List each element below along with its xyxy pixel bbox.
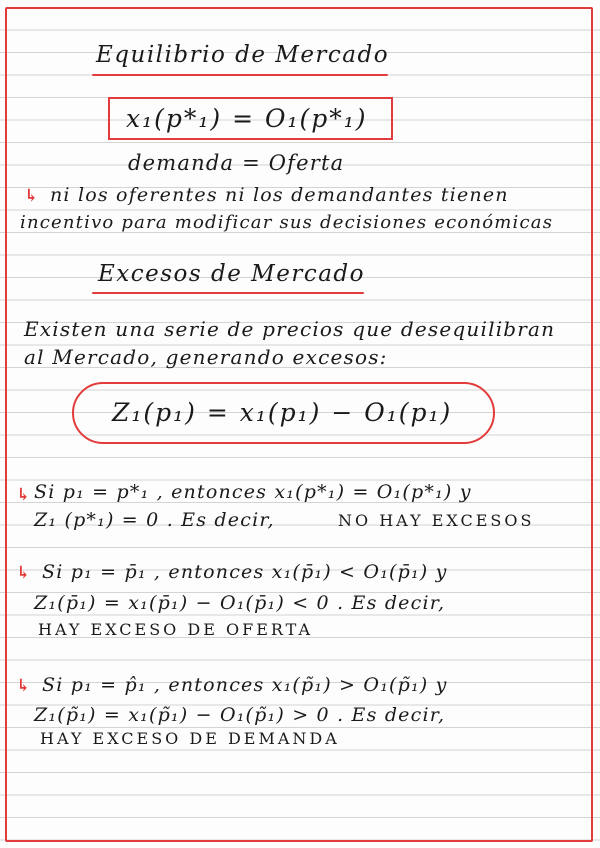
- excess-function-equation: Z₁(p₁) = x₁(p₁) − O₁(p₁): [112, 398, 453, 427]
- arrow-icon: ↳: [24, 186, 39, 206]
- case1-line-1: Si p₁ = p*₁ , entonces x₁(p*₁) = O₁(p*₁) y: [34, 481, 472, 503]
- arrow-icon: ↳: [16, 676, 31, 696]
- arrow-icon: ↳: [16, 563, 31, 583]
- title-equilibrio: Equilibrio de Mercado: [96, 42, 390, 68]
- case2-line-2: Z₁(p̄₁) = x₁(p̄₁) − O₁(p̄₁) < 0 . Es decir,: [34, 592, 446, 614]
- case3-line-2: Z₁(p̃₁) = x₁(p̃₁) − O₁(p̃₁) > 0 . Es decir,: [34, 704, 446, 726]
- equilibrium-caption: demanda = Oferta: [128, 151, 345, 175]
- note-line-2: incentivo para modificar sus decisiones económicas: [20, 212, 554, 233]
- case1-line-2: Z₁ (p*₁) = 0 . Es decir,: [34, 509, 275, 531]
- case2-conclusion: HAY EXCESO DE OFERTA: [38, 620, 313, 639]
- title-excesos: Excesos de Mercado: [98, 261, 365, 287]
- case2-line-1: Si p₁ = p̄₁ , entonces x₁(p̄₁) < O₁(p̄₁) y: [42, 561, 448, 583]
- intro-line-2: al Mercado, generando excesos:: [24, 345, 388, 369]
- case1-conclusion: NO HAY EXCESOS: [338, 511, 535, 530]
- equilibrium-equation: x₁(p*₁) = O₁(p*₁): [126, 104, 368, 133]
- intro-line-1: Existen una serie de precios que desequilibran: [24, 317, 556, 341]
- case3-line-1: Si p₁ = p̂₁ , entonces x₁(p̃₁) > O₁(p̃₁) y: [42, 674, 448, 696]
- note-line-1: ni los oferentes ni los demandantes tienen: [50, 184, 509, 206]
- case3-conclusion: HAY EXCESO DE DEMANDA: [40, 729, 340, 748]
- title-excesos-underline: [92, 292, 364, 294]
- title-equilibrio-underline: [92, 74, 388, 76]
- arrow-icon: ↳: [16, 485, 31, 505]
